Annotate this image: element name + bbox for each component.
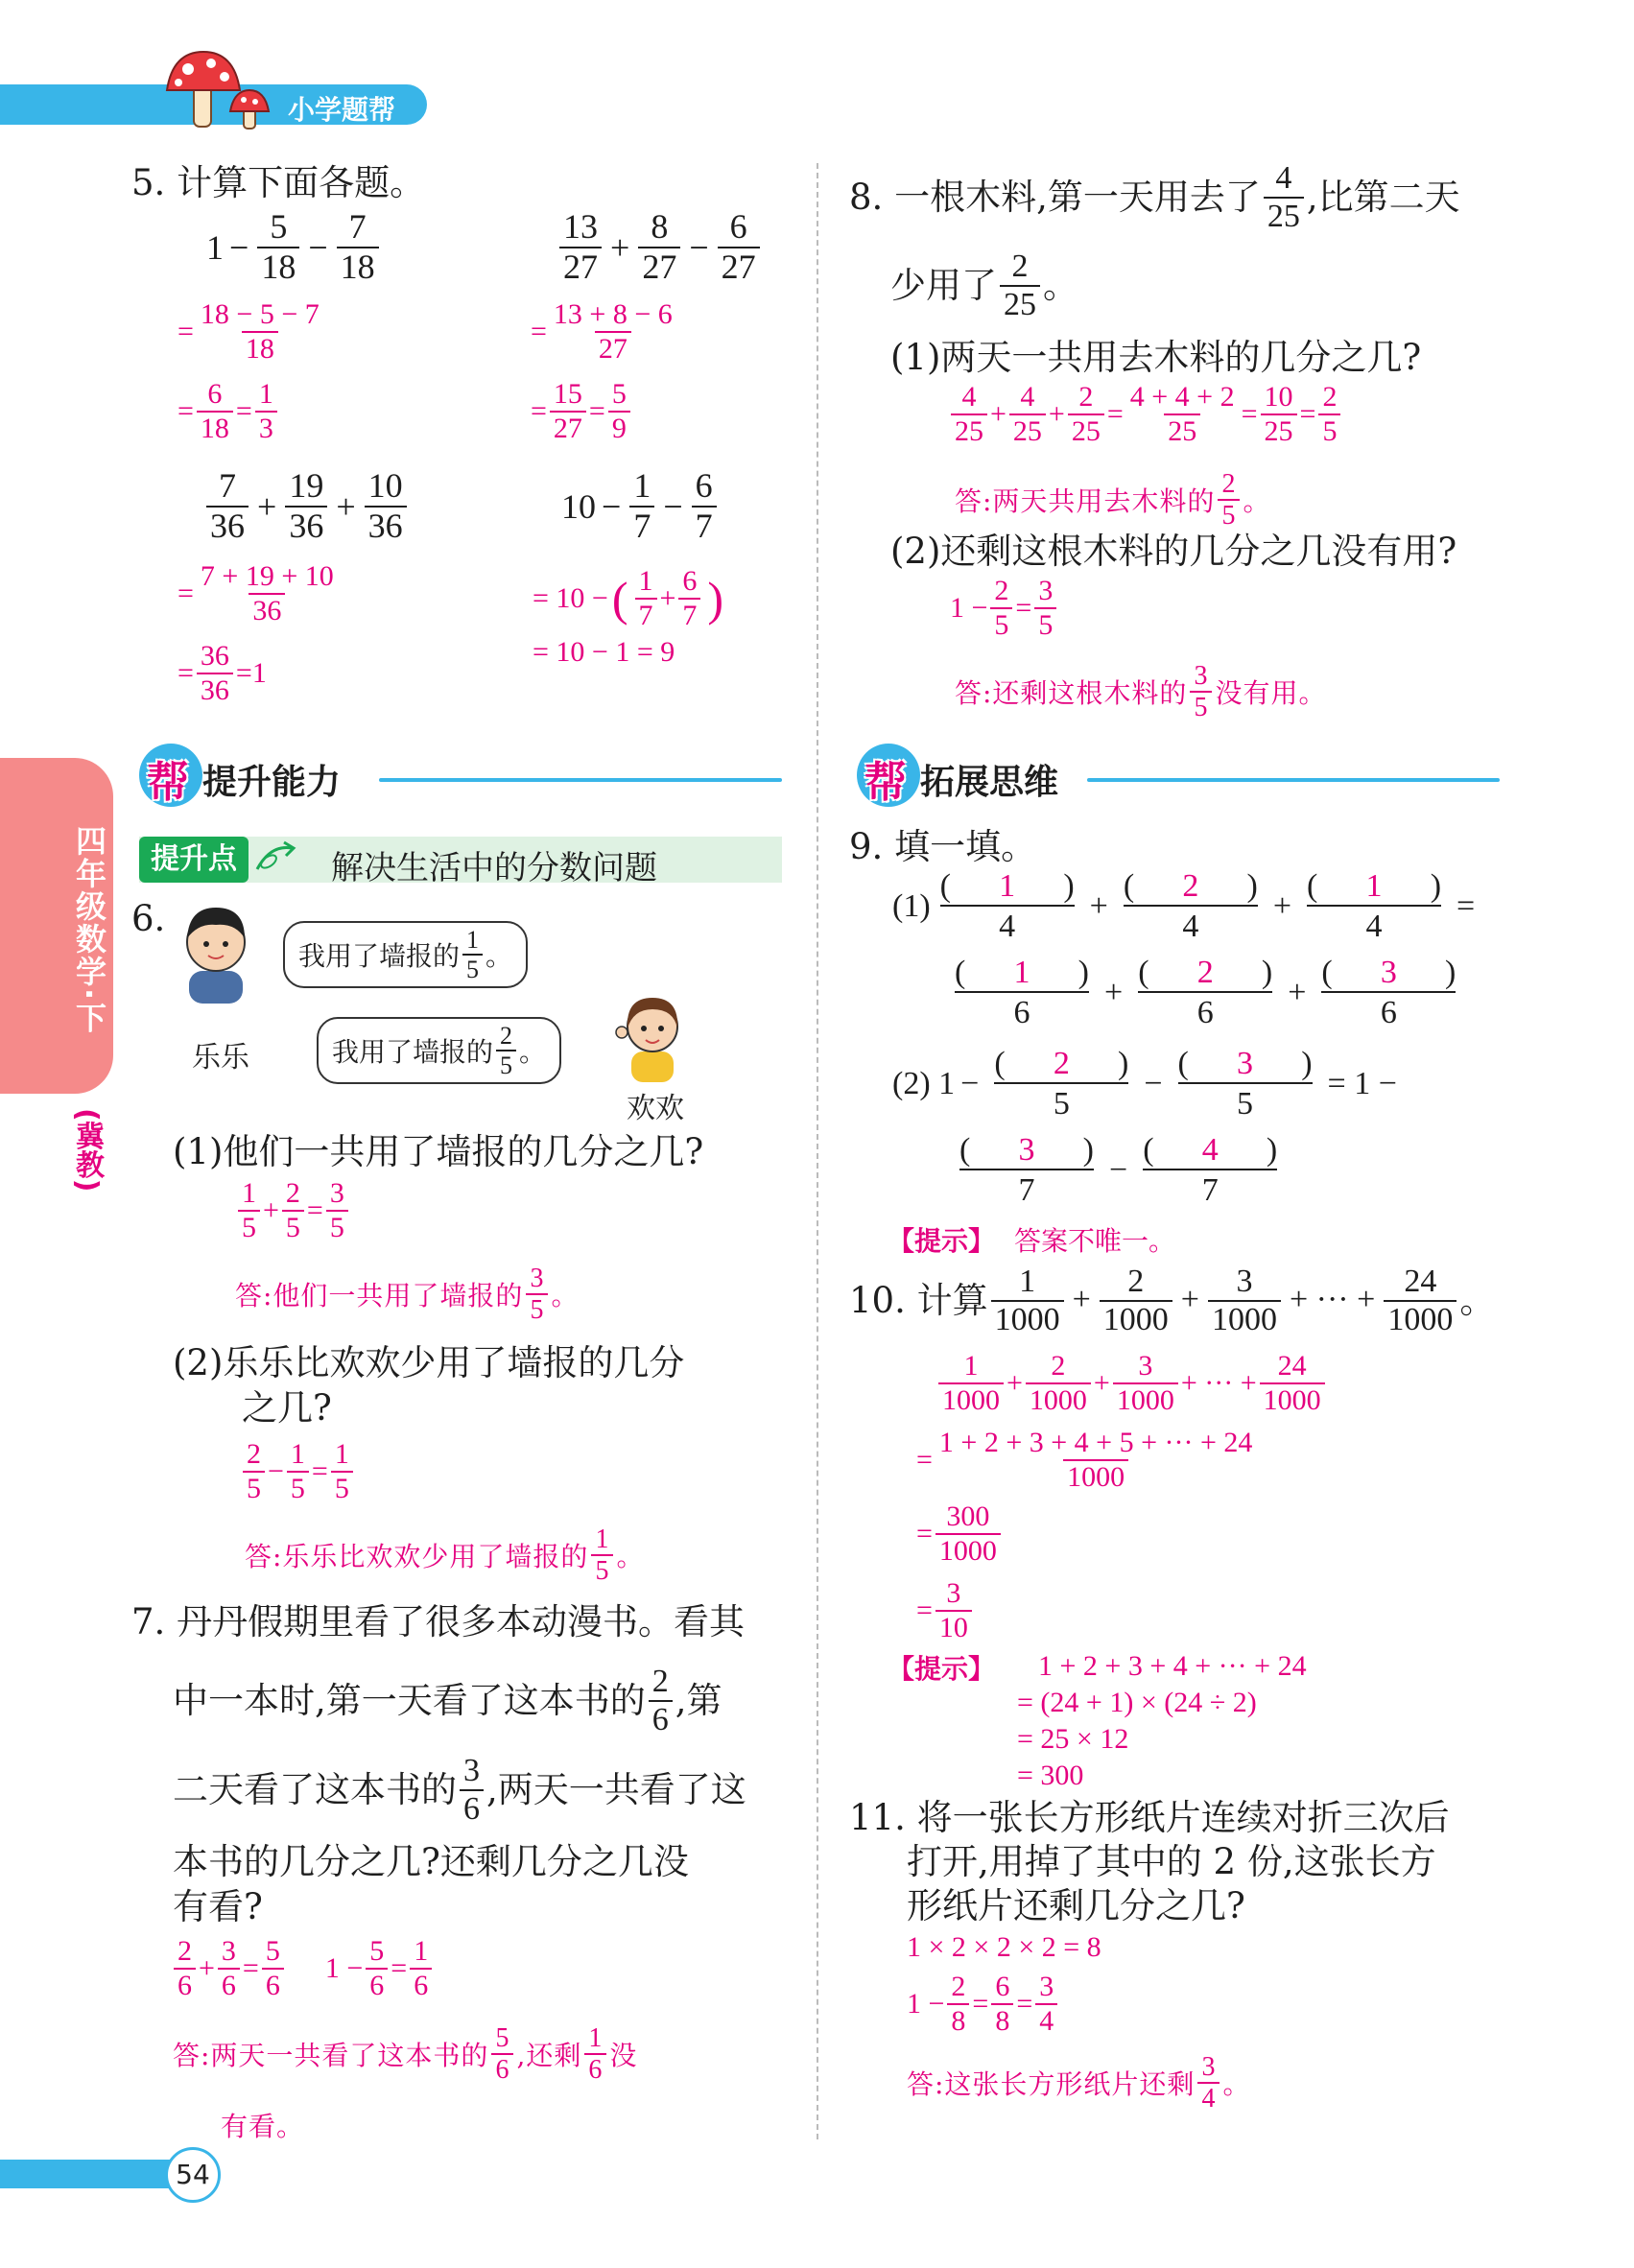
- boy-avatar-icon: [178, 900, 254, 1009]
- header-brand: 小学题帮: [288, 94, 396, 126]
- girl-avatar-icon: [614, 988, 691, 1088]
- q8-line1: 8. 一根木料,第一天用去了 4 25 ,比第二天: [849, 160, 1460, 234]
- q7-answer-end: 有看。: [221, 2111, 305, 2142]
- side-tab-grade: 四年级数学·下: [71, 825, 107, 1035]
- q8-part1: (1)两天一共用去木料的几分之几?: [890, 337, 1422, 378]
- q5c-step2: = 36 36 = 1: [178, 640, 267, 706]
- q6-part1-calc: 1 5 + 2 5 = 3 5: [235, 1178, 351, 1242]
- q7-calc: 2 6 + 3 6 = 5 6 1 − 5 6 = 1 6: [171, 1936, 435, 2000]
- q5a-step2: = 6 18 = 1 3: [178, 379, 280, 443]
- q9-part2-row1: (2) 1 − ( 2 ) 5 − ( 3 ) 5 = 1 −: [892, 1046, 1397, 1122]
- q5c-step1: = 7 + 19 + 10 36: [178, 560, 334, 626]
- q9-blank: ( 3 ) 7: [959, 1132, 1094, 1208]
- q8-part1-answer: 答:两天共用去木料的 2 5 。: [955, 469, 1271, 532]
- bubble-lele: 我用了墙报的 1 5 。: [283, 921, 528, 988]
- q7-line3: 二天看了这本书的 3 6 ,两天一共看了这: [173, 1753, 746, 1827]
- q10-tip-label: 【提示】: [888, 1653, 996, 1685]
- q10-step3: = 300 1000: [916, 1501, 1004, 1566]
- q6-part2-line1: (2)乐乐比欢欢少用了墙报的几分: [173, 1342, 685, 1383]
- q6-part2-answer: 答:乐乐比欢欢少用了墙报的 1 5 。: [245, 1524, 645, 1587]
- q10-tip-line4: = 300: [1017, 1760, 1084, 1791]
- q6-part1-answer: 答:他们一共用了墙报的 3 5 。: [235, 1264, 580, 1326]
- q6-num: 6.: [131, 898, 166, 939]
- q6-part2-calc: 2 5 − 1 5 = 1 5: [240, 1439, 356, 1503]
- q9-part1-row2: ( 1 ) 6 + ( 2 ) 6 + ( 3 ) 6: [955, 955, 1456, 1030]
- q10-line: 10. 计算 1 1000 + $\frac{2}{1000}$ + $\frac{3}{1000}$ + ··· + $\frac{24}{1000}$ 。: [849, 1264, 1496, 1337]
- q9-blank: ( 1 ) 6: [955, 955, 1089, 1030]
- ability-point-label: 提升点: [139, 837, 249, 883]
- q7-line5: 有看?: [173, 1886, 263, 1927]
- footer-bar: [0, 2160, 187, 2188]
- q9-blank: ( 2 ) 5: [994, 1046, 1129, 1122]
- q11-step1: 1 × 2 × 2 × 2 = 8: [907, 1931, 1101, 1963]
- mushroom-logo-icon: [163, 48, 278, 138]
- side-tab-edition: (冀教): [70, 1108, 104, 1193]
- q6-part2-line2: 之几?: [242, 1387, 332, 1429]
- ability-point-text: 解决生活中的分数问题: [331, 849, 657, 887]
- q7-answer: 答:两天一共看了这本书的 5 6 ,还剩 1 6 没: [173, 2023, 638, 2086]
- q10-tip-line3: = 25 × 12: [1017, 1723, 1129, 1755]
- section-expand-header: 帮 拓展思维: [857, 744, 1500, 811]
- q9-blank: ( 3 ) 6: [1321, 955, 1456, 1030]
- leaf-arrow-icon: [251, 840, 297, 883]
- q7-line2: 中一本时,第一天看了这本书的 2 6 ,第: [173, 1664, 722, 1737]
- q10-tip-line1: 1 + 2 + 3 + 4 + ··· + 24: [1038, 1650, 1307, 1682]
- q7-line4: 本书的几分之几?还剩几分之几没: [173, 1841, 689, 1882]
- q6-part1: (1)他们一共用了墙报的几分之几?: [173, 1131, 704, 1172]
- bubble-huanhuan: 我用了墙报的 2 5 。: [317, 1017, 561, 1084]
- q10-tip-line2: = (24 + 1) × (24 ÷ 2): [1017, 1687, 1257, 1718]
- q10-step2: = 1 + 2 + 3 + 4 + 5 + ··· + 24 1000: [916, 1427, 1253, 1493]
- q9-title: 9. 填一填。: [849, 826, 1037, 867]
- q7-line1: 7. 丹丹假期里看了很多本动漫书。看其: [131, 1601, 746, 1642]
- q9-part1-row1: (1) ( 1 ) 4 + ( 2 ) 4 + ( 1 ) 4 =: [892, 868, 1476, 944]
- q8-part1-calc: 4 25 + 4 25 + 2 25 = 4 + 4 + 2 25 = 10 25 = 2 5: [948, 382, 1343, 446]
- q8-part2: (2)还剩这根木料的几分之几没有用?: [890, 531, 1457, 572]
- q11-line1: 11. 将一张长方形纸片连续对折三次后: [849, 1797, 1450, 1838]
- q5-title: 5. 计算下面各题。: [131, 162, 426, 203]
- q11-answer: 答:这张长方形纸片还剩 3 4 。: [907, 2052, 1251, 2114]
- q11-line2: 打开,用掉了其中的 2 份,这张长方: [907, 1841, 1436, 1882]
- q11-line3: 形纸片还剩几分之几?: [907, 1885, 1245, 1926]
- q5d-expr: 10 − $\frac{1}{7}$ − $\frac{6}{7}$: [561, 468, 720, 545]
- q5a-step1: = 18 − 5 − 7 18: [178, 298, 320, 365]
- q5d-step2: = 10 − 1 = 9: [533, 636, 675, 668]
- q11-step2: 1 − 2 8 = 6 8 = 3 4: [907, 1972, 1060, 2036]
- page-number: 54: [165, 2147, 221, 2203]
- q10-step4: = 3 10: [916, 1578, 975, 1642]
- q5b-step2: = 15 27 = 5 9: [531, 379, 633, 443]
- q5a-expr: 1 − $\frac{5}{18}$ − $\frac{7}{18}$: [206, 209, 382, 286]
- name-huanhuan: 欢欢: [627, 1092, 684, 1125]
- q5b-step1: = 13 + 8 − 6 27: [531, 298, 673, 365]
- q8-part2-answer: 答:还剩这根木料的 3 5 没有用。: [955, 661, 1327, 723]
- q9-blank: ( 4 ) 7: [1143, 1132, 1278, 1208]
- name-lele: 乐乐: [192, 1041, 249, 1075]
- q5d-step1: = 10 − ( 1 7 + 6 7 ): [533, 565, 724, 631]
- q9-blank: ( 2 ) 6: [1138, 955, 1273, 1030]
- section-ability-header: 帮 提升能力: [139, 744, 782, 811]
- q9-tip: 【提示】 答案不唯一。: [888, 1225, 1176, 1257]
- q9-part2-row2: ( 3 ) 7 − ( 4 ) 7: [959, 1132, 1278, 1208]
- q8-part2-calc: 1 − 2 5 = 3 5: [950, 576, 1059, 640]
- q10-step1: 1 1000 + 2 1000 + 3 1000 + ··· + 24 1000: [935, 1351, 1328, 1415]
- q9-blank: ( 1 ) 4: [1307, 868, 1442, 944]
- column-divider: [817, 163, 818, 2139]
- q5c-expr: 7 36 + $\frac{19}{36}$ + $\frac{10}{36}$: [203, 468, 410, 545]
- q5b-expr: 13 27 + $\frac{8}{27}$ − $\frac{6}{27}$: [557, 209, 763, 286]
- q9-blank: ( 2 ) 4: [1123, 868, 1258, 944]
- q8-line2: 少用了 2 25 。: [890, 248, 1078, 322]
- q9-blank: ( 3 ) 5: [1177, 1046, 1313, 1122]
- q9-blank: ( 1 ) 4: [939, 868, 1075, 944]
